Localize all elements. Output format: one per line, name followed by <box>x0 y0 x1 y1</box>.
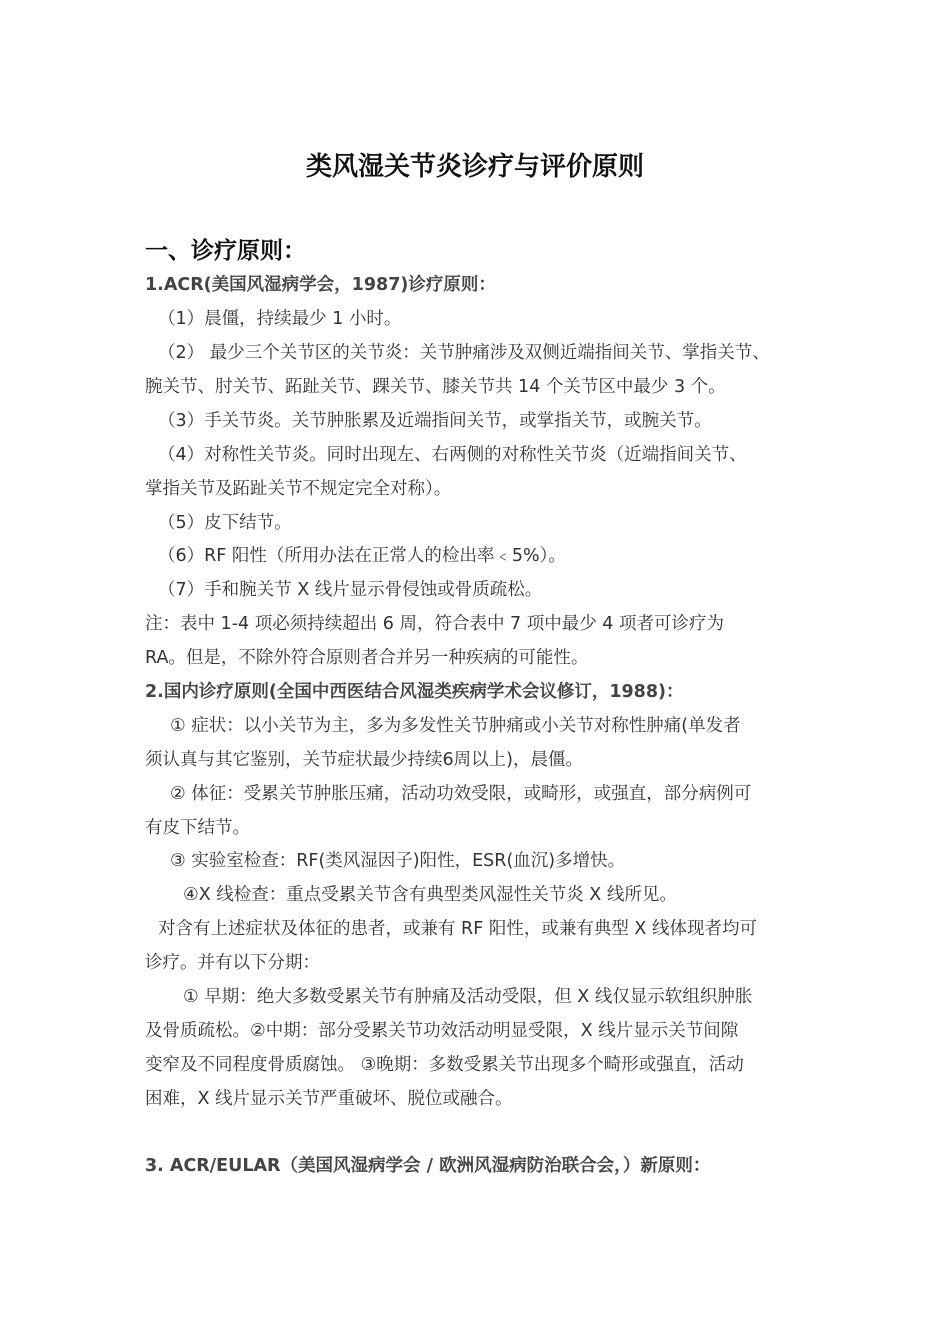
section-heading-diagnosis-principles: 一、诊疗原则： <box>145 238 306 264</box>
acr-note-line1: 注：表中 1-4 项必须持续超出 6 周，符合表中 7 项中最少 4 项者可诊疗为 <box>145 614 724 634</box>
domestic-stage-line1: ① 早期：绝大多数受累关节有肿痛及活动受限，但 X 线仅显示软组织肿胀 <box>183 987 753 1007</box>
domestic-xray: ④X 线检查：重点受累关节含有典型类风湿性关节炎 X 线所见。 <box>183 885 677 905</box>
acr1987-heading: 1.ACR(美国风湿病学会，1987)诊疗原则： <box>145 275 496 295</box>
acr-criterion-5: （5）皮下结节。 <box>158 513 292 533</box>
acr-criterion-3: （3）手关节炎。关节肿胀累及近端指间关节，或掌指关节，或腕关节。 <box>158 411 712 431</box>
domestic-symptom-line2: 须认真与其它鉴别，关节症状最少持续6周以上)，晨僵。 <box>145 750 583 770</box>
domestic-stage-line4: 困难，X 线片显示关节严重破坏、脱位或融合。 <box>145 1089 513 1109</box>
acr-criterion-2-line1: （2） 最少三个关节区的关节炎：关节肿痛涉及双侧近端指间关节、掌指关节、 <box>158 343 770 363</box>
domestic-summary-line2: 诊疗。并有以下分期： <box>145 953 320 973</box>
acr-eular-heading: 3. ACR/EULAR（美国风湿病学会 / 欧洲风湿病防治联合会，）新原则： <box>145 1156 711 1176</box>
acr-criterion-6: （6）RF 阳性（所用办法在正常人的检出率﹤5%）。 <box>158 546 566 566</box>
document-title: 类风湿关节炎诊疗与评价原则 <box>305 152 644 182</box>
domestic-stage-line3: 变窄及不同程度骨质腐蚀。 ③晚期：多数受累关节出现多个畸形或强直，活动 <box>145 1055 744 1075</box>
domestic-sign-line2: 有皮下结节。 <box>145 818 250 838</box>
acr-criterion-1: （1）晨僵，持续最少 1 小时。 <box>158 309 402 329</box>
domestic-sign-line1: ② 体征：受累关节肿胀压痛，活动功效受限，或畸形，或强直，部分病例可 <box>170 784 752 804</box>
acr-note-line2: RA。但是，不除外符合原则者合并另一种疾病的可能性。 <box>145 648 589 668</box>
domestic-summary-line1: 对含有上述症状及体征的患者，或兼有 RF 阳性，或兼有典型 X 线体现者均可 <box>158 919 757 939</box>
domestic-lab-test: ③ 实验室检查：RF(类风湿因子)阳性，ESR(血沉)多增快。 <box>170 851 626 871</box>
domestic-symptom-line1: ① 症状：以小关节为主，多为多发性关节肿痛或小关节对称性肿痛(单发者 <box>170 716 741 736</box>
acr-criterion-2-line2: 腕关节、肘关节、跖趾关节、踝关节、膝关节共 14 个关节区中最少 3 个。 <box>145 377 726 397</box>
domestic-stage-line2: 及骨质疏松。②中期：部分受累关节功效活动明显受限，X 线片显示关节间隙 <box>145 1021 739 1041</box>
acr-criterion-4-line1: （4）对称性关节炎。同时出现左、右两侧的对称性关节炎（近端指间关节、 <box>158 445 747 465</box>
acr-criterion-4-line2: 掌指关节及跖趾关节不规定完全对称）。 <box>145 479 452 499</box>
domestic-1988-heading: 2.国内诊疗原则(全国中西医结合风湿类疾病学术会议修订，1988)： <box>145 682 684 702</box>
acr-criterion-7: （7）手和腕关节 X 线片显示骨侵蚀或骨质疏松。 <box>158 580 543 600</box>
